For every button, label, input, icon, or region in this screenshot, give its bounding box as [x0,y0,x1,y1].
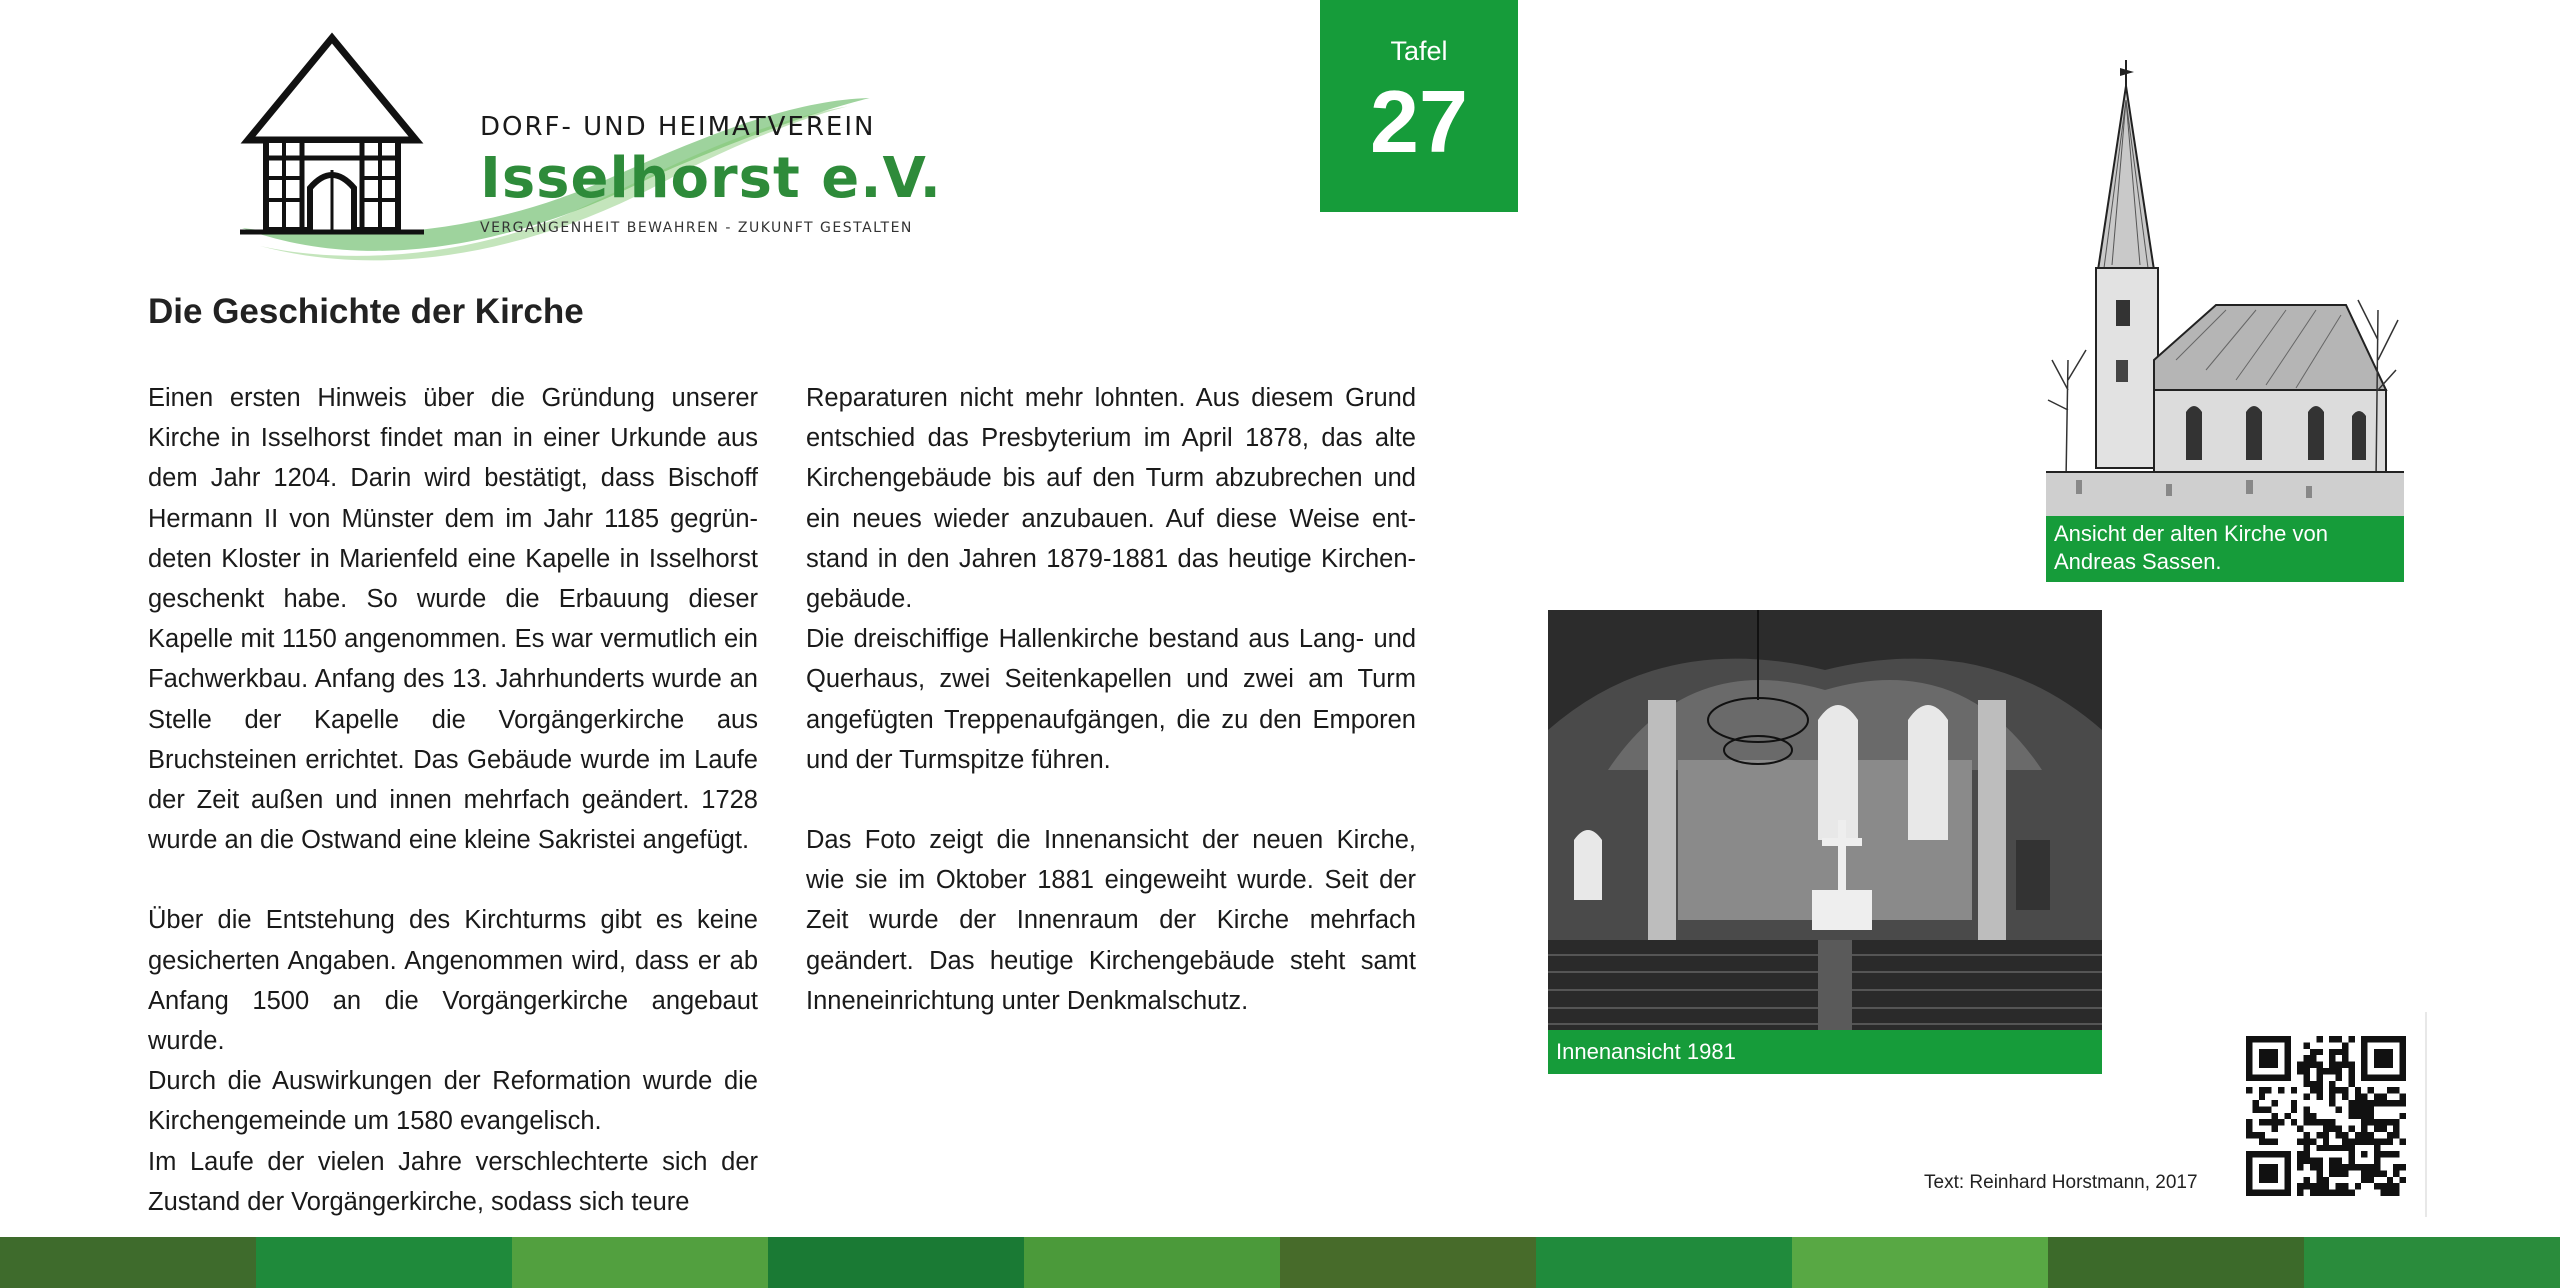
page-title: Die Geschichte der Kirche [148,292,584,331]
stripe-segment [768,1237,1024,1288]
text-column-right [806,378,1416,1021]
old-church-drawing [2046,60,2404,516]
stripe-segment [1024,1237,1280,1288]
stripe-segment [1280,1237,1536,1288]
paragraph: Reparaturen nicht mehr lohnten. Aus diesem Grund entschied das Presbyterium im April 1878, das alte Kirchengebäude bis auf den Turm abzubrechen und ein neues wieder anzubauen. Auf diese Weise ent-stand in den Jahren 1879-1881 das heutige Kirchen-gebäude. [806,384,1416,614]
stripe-segment [2304,1237,2560,1288]
interior-photo-caption: Innenansicht 1981 [1548,1030,2102,1074]
panel-label: Tafel [1390,36,1448,66]
paragraph: Über die Entstehung des Kirchturms gibt es keine gesicherten Angaben. Angenommen wird, dass er ab Anfang 1500 an die Vorgängerkirche angebaut wurde. [148,906,758,1056]
paragraph: Durch die Auswirkungen der Reformation wurde die Kirchengemeinde um 1580 evangelisch. [148,1067,758,1136]
stripe-segment [1792,1237,2048,1288]
stripe-segment [1536,1237,1792,1288]
paragraph: Das Foto zeigt die Innenansicht der neuen Kirche, wie sie im Oktober 1881 eingeweiht wurde. Seit der Zeit wurde der Innenraum der Kirche mehrfach geändert. Das heutige Kirchengebäude steht samt Inneneinrichtung unter Denkmalschutz. [806,826,1416,1015]
association-logo [230,28,942,268]
stripe-segment [512,1237,768,1288]
stripe-segment [0,1237,256,1288]
paragraph: Im Laufe der vielen Jahre verschlechterte sich der Zustand der Vorgängerkirche, sodass sich teure [148,1147,758,1216]
paragraph: Einen ersten Hinweis über die Gründung unserer Kirche in Isselhorst findet man in einer Urkunde aus dem Jahr 1204. Darin wird bestätigt, dass Bischoff Hermann II von Münster dem im Jahr 1185 gegrün-deten Kloster in Marienfeld eine Kapelle in Isselhorst geschenkt habe. So wurde die Erbauung dieser Kapelle mit 1150 angenommen. Es war vermutlich ein Fachwerkbau. Anfang des 13. Jahrhunderts wurde an Stelle der Kapelle die Vorgängerkirche aus Bruchsteinen errichtet. Das Gebäude wurde im Laufe der Zeit außen und innen mehrfach geändert. 1728 wurde an die Ostwand eine kleine Sakristei angefügt. [148,384,758,855]
logo-association-name: DORF- UND HEIMATVEREIN [480,112,876,142]
qr-code-icon[interactable] [2246,1036,2406,1196]
church-interior-photo [1548,610,2102,1030]
logo-slogan: VERGANGENHEIT BEWAHREN - ZUKUNFT GESTALTEN [480,220,913,236]
stripe-segment [2048,1237,2304,1288]
author-credit: Text: Reinhard Horstmann, 2017 [1924,1172,2198,1193]
decorative-stripe [0,1237,2560,1288]
logo-association-title: Isselhorst e.V. [480,146,942,211]
panel-number: 27 [1370,72,1468,171]
panel-number-box [1320,0,1518,212]
old-church-caption: Ansicht der alten Kirche von Andreas Sassen. [2046,516,2404,582]
stripe-segment [256,1237,512,1288]
divider [2425,1012,2427,1217]
text-column-left [148,378,758,1222]
paragraph: Die dreischiffige Hallenkirche bestand aus Lang- und Querhaus, zwei Seitenkapellen und zwei am Turm angefügten Treppenaufgängen, die zu den Emporen und der Turmspitze führen. [806,625,1416,774]
